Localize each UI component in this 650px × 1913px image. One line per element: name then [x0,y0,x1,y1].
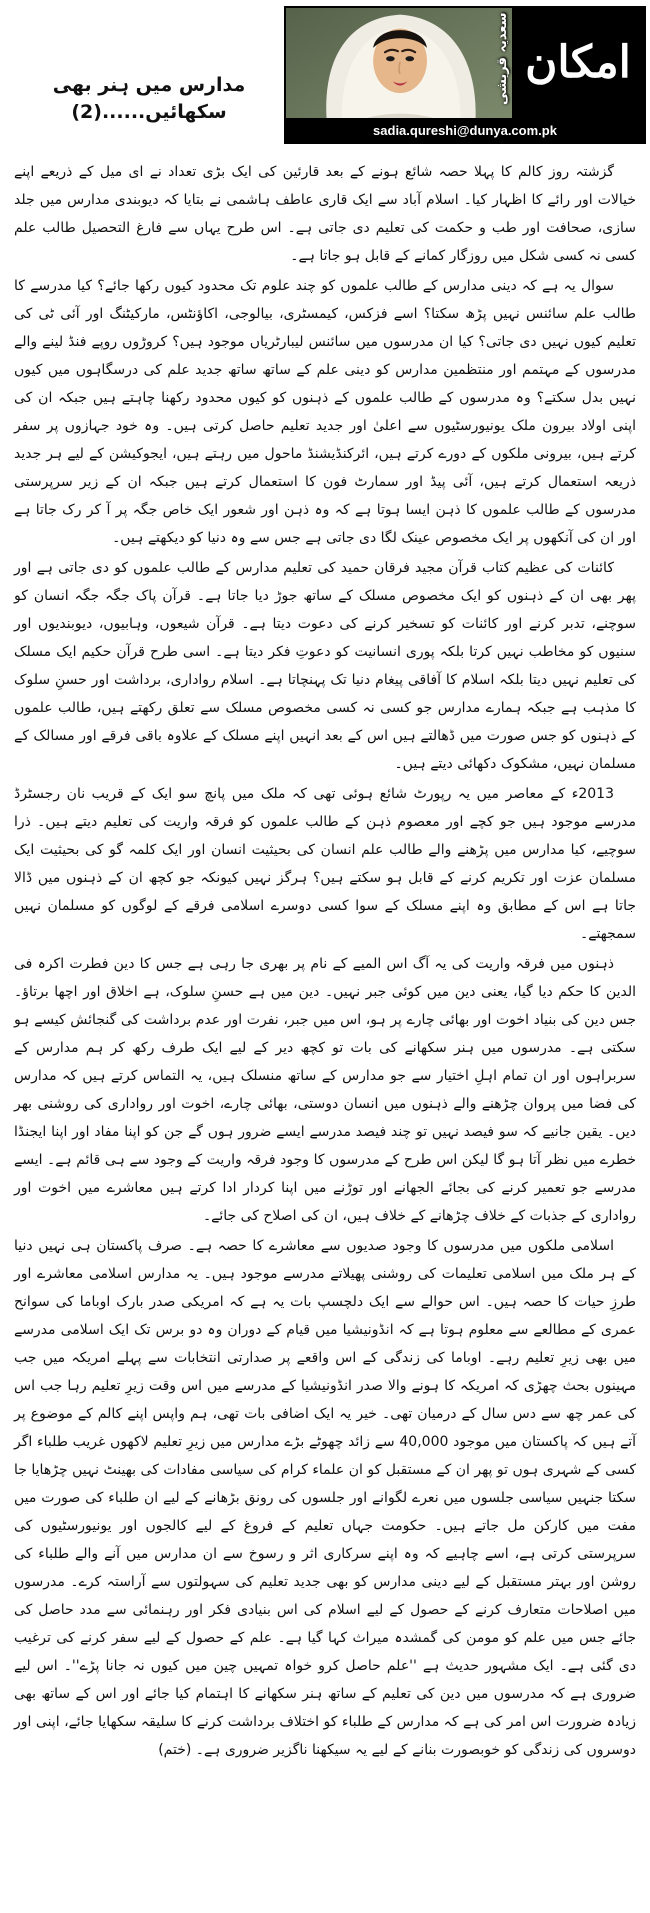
article-body [0,152,650,1774]
article-paragraph: کائنات کی عظیم کتاب قرآن مجید فرقان حمید کی تعلیم مدارس کے طالب علموں کو دی جاتی ہے اور پھر بھی ان کے ذہنوں کو ایک مخصوص مسلک کے ساتھ جوڑ دیا جاتا ہے۔ قرآن پاک جگہ جگہ انسان کو سوچنے، تدبر کرنے اور کائنات کو تسخیر کرنے کی دعوت دیتا ہے۔ قرآن شیعوں، وہابیوں، دیوبندیوں اور سنیوں کو مخاطب نہیں کرتا بلکہ پوری انسانیت کو دعوتِ فکر دیتا ہے۔ اسی طرح قرآن حکیم ایک مسلک کی تعلیم نہیں دیتا بلکہ اسلام کا آفاقی پیغام دنیا تک پہنچاتا ہے۔ اسلام رواداری، برداشت اور حسنِ سلوک کا مذہب ہے جبکہ ہمارے مدارس جو کسی نہ کسی مخصوص مسلک سے تعلق رکھتے ہیں، طالب علموں کے ذہنوں کو جس صورت میں ڈھالتے ہیں اس کے بعد انہیں اپنے مسلک کے علاوہ باقی فرقے اور مسالک کے مسلمان نہیں، مشکوک دکھائی دیتے ہیں۔ [14,560,636,772]
article-title: مدارس میں ہنر بھی سکھائیں......(2) [52,74,246,123]
author-email: sadia.qureshi@dunya.com.pk [286,118,644,142]
article-paragraph: 2013ء کے معاصر میں یہ رپورٹ شائع ہوئی تھی کہ ملک میں پانچ سو ایک کے قریب نان رجسٹرڈ مدرسے موجود ہیں جو کچے اور معصوم ذہن کے طالب علموں کو فرقہ واریت کی تعلیم دیتے ہیں۔ ذرا سوچیے، کیا مدارس میں پڑھنے والے طالب علم انسان کی بحیثیت انسان اور ایک کلمہ گو کی بحیثیت ایک مسلمان عزت اور تکریم کرنے کے قابل ہو سکتے ہیں؟ ہرگز نہیں کیونکہ جو کچھ ان کے ذہنوں میں ڈالا جاتا ہے اس کے مطابق وہ اپنے مسلک کے سوا کسی دوسرے اسلامی فرقے کے لوگوں کو مسلمان نہیں سمجھتے۔ [14,786,636,942]
article-paragraph: سوال یہ ہے کہ دینی مدارس کے طالب علموں کو چند علوم تک محدود کیوں رکھا جائے؟ کیا مدرسے کا طالب علم سائنس نہیں پڑھ سکتا؟ اسے فزکس، کیمسٹری، بیالوجی، اکاؤنٹس، مارکیٹنگ اور آئی ٹی کی تعلیم کیوں نہیں دی جاتی؟ کیا ان مدرسوں میں سائنس لیبارٹریاں موجود ہیں؟ کروڑوں روپے فنڈ لینے والے مدرسوں کے مہتمم اور منتظمین مدارس کو دینی علم کے ساتھ ساتھ جدید علم کی درسگاہوں میں کیوں نہیں بدل سکتے؟ وہ مدرسوں کے طالب علموں کے ذہنوں کو کیوں محدود رکھنا چاہتے ہیں جبکہ ان کی اپنی اولاد بیرون ملک یونیورسٹیوں سے اعلیٰ اور جدید تعلیم حاصل کرتی ہیں۔ وہ خود جہازوں پر سفر کرتے ہیں، بیرونی ملکوں کے دورے کرتے ہیں، ائرکنڈیشنڈ ماحول میں رہتے ہیں، ایجوکیشن کے لیے ہر جدید ذریعہ استعمال کرتے ہیں، آئی پیڈ اور سمارٹ فون کا استعمال کرتے ہیں جبکہ ان کے زیر سرپرستی مدرسوں کے طالب علموں کا ذہن ایسا ہوتا ہے کہ وہ ذہن اور شعور ایک خاص جگہ پر آ کر رک جاتا ہے اور ان کی آنکھوں پر ایک مخصوص عینک لگا دی جاتی ہے جس سے وہ دنیا کو دیکھتے ہیں۔ [14,278,636,546]
author-photo-illustration [286,8,512,118]
article-paragraph: گزشتہ روز کالم کا پہلا حصہ شائع ہونے کے بعد قارئین کی ایک بڑی تعداد نے ای میل کے ذریعے اپنے خیالات اور رائے کا اظہار کیا۔ اسلام آباد سے ایک قاری عاطف ہاشمی نے بتایا کہ دیوبندی مدارس میں جلد سازی، صحافت اور طب و حکمت کی تعلیم دی جاتی ہے۔ اس طرح یہاں سے فارغ التحصیل طالب علم کسی نہ کسی شکل میں روزگار کمانے کے قابل ہو جاتا ہے۔ [14,164,636,264]
author-photo [286,8,512,118]
author-card [284,6,646,144]
article-paragraph: ذہنوں میں فرقہ واریت کی یہ آگ اس المیے کے نام پر بھری جا رہی ہے جس کا دین فطرت اکرہ فی الدین کا حکم دیا گیا، یعنی دین میں کوئی جبر نہیں۔ دین میں ہے حسنِ سلوک، ہے اخلاق اور اچھا برتاؤ۔ جس دین کی بنیاد اخوت اور بھائی چارے پر ہو، اس میں جبر، نفرت اور عدم برداشت کی گنجائش کیسے ہو سکتی ہے۔ مدرسوں میں ہنر سکھانے کی بات تو کچھ دیر کے لیے ایک طرف رکھ کر ہم مدارس کے سربراہوں اور ان تمام اہلِ اختیار سے جو مدارس کے ساتھ منسلک ہیں، یہ التماس کرتے ہیں کہ مدارس کی فضا میں پروان چڑھنے والے ذہنوں میں انسان دوستی، بھائی چارے، اخوت اور رواداری کی روشنی بھر دیں۔ یقین جانیے کہ سو فیصد نہیں تو چند فیصد مدرسے ایسے ضرور ہوں گے جن کو اپنا مفاد اور اپنا ایجنڈا خطرے میں نظر آتا ہو گا لیکن اس طرح کے مدرسوں کا وجود فرقہ واریت کے وجود سے ہی قائم ہے۔ ایسے مدرسے جو تعمیر کرنے کی بجائے الجھانے اور توڑنے میں اپنا کردار ادا کرتے ہیں معاشرے میں اخوت اور رواداری کے جذبات کے خلاف چڑھانے کے خلاف ہیں، ان کی اصلاح کی جائے۔ [14,956,636,1224]
column-header [0,0,650,152]
article-paragraph: اسلامی ملکوں میں مدرسوں کا وجود صدیوں سے معاشرے کا حصہ ہے۔ صرف پاکستان ہی نہیں دنیا کے ہر ملک میں اسلامی تعلیمات کی روشنی پھیلاتے مدرسے موجود ہیں۔ یہ مدارس اسلامی معاشرے اور طرزِ حیات کا حصہ ہیں۔ اس حوالے سے ایک دلچسپ بات یہ ہے کہ امریکی صدر بارک اوباما کی سوانح عمری کے مطالعے سے معلوم ہوتا ہے کہ انڈونیشیا میں قیام کے دوران وہ دو برس تک ایک اسلامی مدرسے میں بھی زیرِ تعلیم رہے۔ اوباما کی زندگی کے اس واقعے پر صدارتی انتخابات سے پہلے امریکہ میں جب مہینوں بحث چھڑی کہ امریکہ کا ہونے والا صدر انڈونیشیا کے مدرسے میں اس وقت زیرِ تعلیم رہا جب اس کی عمر چھ سے دس سال کے درمیان تھی۔ خیر یہ ایک اضافی بات تھی، ہم واپس اپنے کالم کے موضوع پر آتے ہیں کہ پاکستان میں موجود 40,000 سے زائد چھوٹے بڑے مدارس میں زیرِ تعلیم لاکھوں غریب طلباء اگر کسی کے شہری ہوں تو پھر ان کے مستقبل کو ان علماء کرام کی سیاسی مفادات کی بھینٹ نہیں چڑھایا جا سکتا جنہیں سیاسی جلسوں میں نعرے لگوانے اور جلسوں کی رونق بڑھانے کے لیے ان طلباء کی صورت میں مفت میں کارکن مل جاتے ہیں۔ حکومت جہاں تعلیم کے فروغ کے لیے کالجوں اور یونیورسٹیوں کی سرپرستی کرتی ہے، اسے چاہیے کہ وہ اپنے سرکاری اثر و رسوخ سے ان مدارس میں آنے والے طلباء کی روشن اور بہتر مستقبل کے لیے دینی مدارس کو بھی جدید تعلیم کی سہولتوں سے آراستہ کرے۔ مدرسوں میں اصلاحات متعارف کرنے کے حصول کے لیے اسلام کی اس بنیادی فکر اور رہنمائی سے مدد حاصل کی جائے جس میں علم کو مومن کی گمشدہ میراث کہا گیا ہے۔ علم کے حصول کے لیے سفر کرنے کی ترغیب دی گئی ہے۔ ایک مشہور حدیث ہے ''علم حاصل کرو خواہ تمہیں چین میں کیوں نہ جانا پڑے''۔ اس لیے ضروری ہے کہ مدرسوں میں دین کی تعلیم کے ساتھ ہنر سکھانے کا اہتمام کیا جائے اور اس کے ساتھ بھی زیادہ ضرورت اس امر کی ہے کہ مدارس کے طلباء کو اختلاف برداشت کرنے کا سلیقہ سکھایا جائے، اپنی اور دوسروں کی زندگی کو خوبصورت بنانے کے لیے یہ سیکھنا ناگزیر ضروری ہے۔ (ختم) [14,1238,636,1758]
author-name: سعدیہ قریشی [495,12,510,105]
column-logo-text: امکان [525,37,631,88]
column-logo-panel [512,8,644,118]
